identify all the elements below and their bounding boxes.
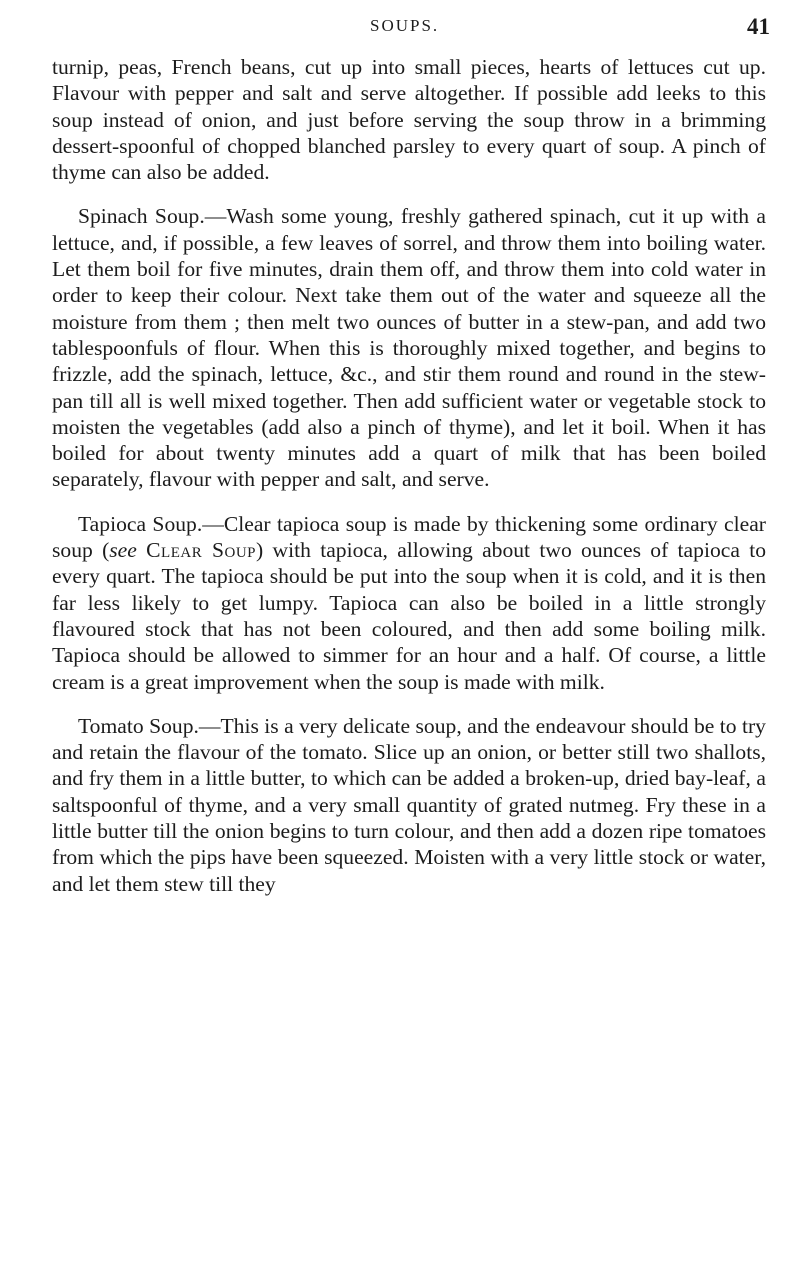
recipe-heading: Tomato Soup. [78,713,199,738]
recipe-heading: Spinach Soup. [78,204,205,229]
paragraph-spinach-soup [52,203,766,492]
paragraph-text: —Wash some young, freshly gathered spinach, cut it up with a lettuce, and, if possible, a few leaves of sorrel, and throw them into boiling water. Let them boil for five minutes, drain them off, and throw them into cold water in order to keep their colour. Next take them out of the water and squeeze all the moisture from them ; then melt two ounces of butter in a stew-pan, and add two tablespoonfuls of flour. When this is thoroughly mixed together, and begins to frizzle, add the spinach, lettuce, &c., and stir them round and round in the stew-pan till all is well mixed together. Then add sufficient water or vegetable stock to moisten the vegetables (add also a pinch of thyme), and let it boil. When it has boiled for about twenty minutes add a quart of milk that has been boiled separately, flavour with pepper and salt, and serve. [52,204,766,492]
see-reference-label: see [109,538,137,563]
cross-reference: Clear Soup [146,538,257,563]
paragraph-tapioca-soup [52,511,766,695]
paragraph-text: —Clear tapioca soup is made by thickening some ordinary clear soup ( [52,511,767,563]
running-title: SOUPS. [370,16,440,35]
page-body [52,54,766,897]
paragraph-text: turnip, peas, French beans, cut up into small pieces, hearts of lettuces cut up. Flavour with pepper and salt and serve altogether. If possible add leeks to this soup instead of onion, and just before serving the soup throw in a brimming dessert-spoonful of chopped blanched parsley to every quart of soup. A pinch of thyme can also be added. [52,55,766,185]
paragraph-continuation [52,54,766,185]
page-number: 41 [747,14,770,39]
recipe-heading: Tapioca Soup. [78,511,203,536]
paragraph-text: —This is a very delicate soup, and the endeavour should be to try and retain the flavour of the tomato. Slice up an onion, or better still two shallots, and fry them in a little butter, to which can be added a broken-up, dried bay-leaf, a saltspoonful of thyme, and a very small quantity of grated nutmeg. Fry these in a little butter till the onion begins to turn colour, and then add a dozen ripe tomatoes from which the pips have been squeezed. Moisten with a very little stock or water, and let them stew till they [52,713,766,896]
paragraph-text: ) with tapioca, allowing about two ounces of tapioca to every quart. The tapioca should be put into the soup when it is cold, and it is then far less likely to get lumpy. Tapioca can also be boiled in a little strongly flavoured stock that has not been coloured, and then add some boiling milk. Tapioca should be allowed to simmer for an hour and a half. Of course, a little cream is a great improvement when the soup is made with milk. [52,538,766,694]
paragraph-tomato-soup [52,713,766,897]
running-head [0,14,801,44]
